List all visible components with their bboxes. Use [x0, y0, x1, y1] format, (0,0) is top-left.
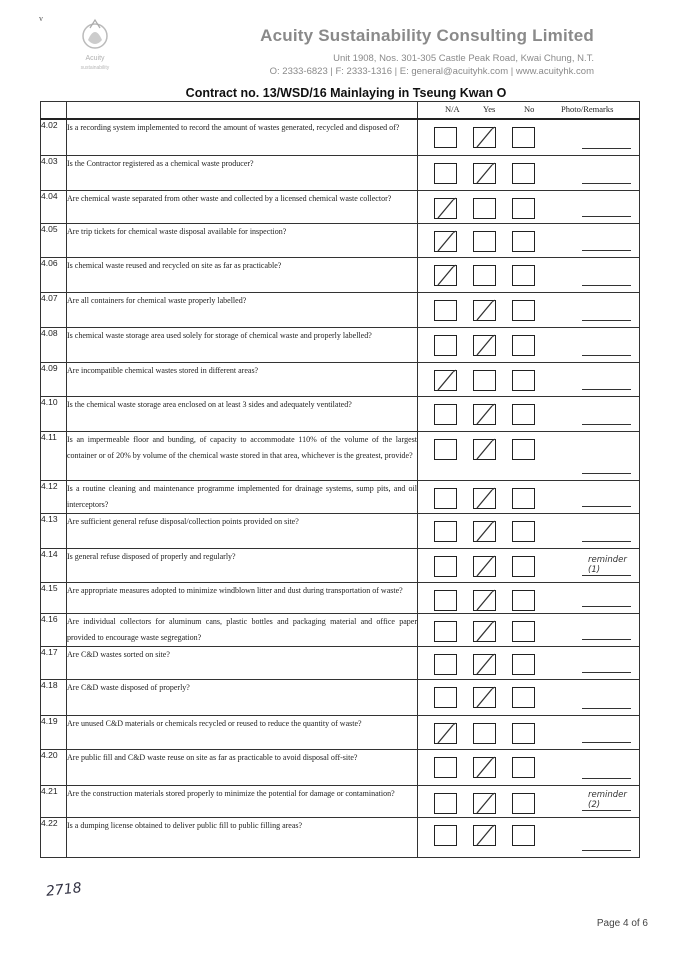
- checkmark-icon: [472, 652, 498, 678]
- table-header-row: [41, 102, 640, 120]
- item-number: 4.11: [41, 431, 67, 480]
- checkbox-no[interactable]: [512, 556, 535, 577]
- checkbox-no[interactable]: [512, 687, 535, 708]
- checkbox-no[interactable]: [512, 621, 535, 642]
- checkbox-yes[interactable]: [473, 521, 496, 542]
- checkbox-na[interactable]: [434, 127, 457, 148]
- answer-cell: [418, 223, 640, 257]
- question-text: Are unused C&D materials or chemicals recycled or reused to reduce the quantity of waste?: [67, 715, 418, 749]
- remarks-line[interactable]: [582, 850, 631, 851]
- checkbox-no[interactable]: [512, 488, 535, 509]
- table-row: [41, 785, 640, 817]
- header-yes: Yes: [483, 104, 496, 114]
- item-number: 4.20: [41, 749, 67, 785]
- item-number: 4.07: [41, 292, 67, 327]
- table-row: [41, 613, 640, 646]
- item-number: 4.18: [41, 679, 67, 715]
- table-row: [41, 548, 640, 582]
- question-text: Are all containers for chemical waste properly labelled?: [67, 292, 418, 327]
- checkbox-yes[interactable]: [473, 687, 496, 708]
- header-number-cell: [41, 102, 67, 120]
- item-number: 4.04: [41, 190, 67, 223]
- checkbox-na[interactable]: [434, 723, 457, 744]
- table-row: [41, 223, 640, 257]
- answer-cell: [418, 292, 640, 327]
- table-row: [41, 292, 640, 327]
- table-row: [41, 817, 640, 857]
- checkbox-na[interactable]: [434, 300, 457, 321]
- table-row: [41, 119, 640, 155]
- question-text: Is the chemical waste storage area enclosed on at least 3 sides and adequately ventilated?: [67, 396, 418, 431]
- remarks-line[interactable]: [582, 389, 631, 390]
- checkmark-icon: [472, 619, 498, 645]
- checkmark-icon: [433, 721, 459, 747]
- answer-cell: [418, 257, 640, 292]
- checkmark-icon: [472, 554, 498, 580]
- checkmark-icon: [433, 229, 459, 255]
- remarks-line[interactable]: [582, 148, 631, 149]
- table-row: [41, 513, 640, 548]
- checkbox-na[interactable]: [434, 556, 457, 577]
- item-number: 4.22: [41, 817, 67, 857]
- question-text: Is chemical waste storage area used solely for storage of chemical waste and properly labelled?: [67, 327, 418, 362]
- remarks-line[interactable]: [582, 424, 631, 425]
- table-row: [41, 715, 640, 749]
- handwritten-note: 2718: [45, 880, 83, 900]
- checkbox-na[interactable]: [434, 757, 457, 778]
- item-number: 4.08: [41, 327, 67, 362]
- checkbox-yes[interactable]: [473, 231, 496, 252]
- checkmark-icon: [472, 486, 498, 512]
- table-row: [41, 327, 640, 362]
- table-row: [41, 362, 640, 396]
- table-row: [41, 190, 640, 223]
- answer-cell: [418, 190, 640, 223]
- answer-cell: [418, 327, 640, 362]
- remarks-line[interactable]: [582, 473, 631, 474]
- checkbox-na[interactable]: [434, 687, 457, 708]
- checkbox-no[interactable]: [512, 793, 535, 814]
- answer-cell: [418, 749, 640, 785]
- remarks-line[interactable]: [582, 606, 631, 607]
- answer-cell: [418, 396, 640, 431]
- checkbox-yes[interactable]: [473, 654, 496, 675]
- checkbox-na[interactable]: [434, 654, 457, 675]
- checkmark-icon: [472, 125, 498, 151]
- remarks-line[interactable]: [582, 250, 631, 251]
- item-number: 4.02: [41, 119, 67, 155]
- question-text: Is a recording system implemented to record the amount of wastes generated, recycled and disposed of?: [67, 119, 418, 155]
- checkmark-icon: [472, 588, 498, 614]
- checkbox-yes[interactable]: [473, 621, 496, 642]
- checkbox-na[interactable]: [434, 404, 457, 425]
- remarks-line[interactable]: [582, 216, 631, 217]
- item-number: 4.05: [41, 223, 67, 257]
- answer-cell: [418, 480, 640, 513]
- checkmark-icon: [472, 298, 498, 324]
- table-row: [41, 396, 640, 431]
- checkbox-no[interactable]: [512, 521, 535, 542]
- answer-cell: [418, 513, 640, 548]
- answer-cell: [418, 785, 640, 817]
- contract-title: Contract no. 13/WSD/16 Mainlaying in Tseung Kwan O: [185, 86, 507, 100]
- answer-cell: [418, 679, 640, 715]
- checkmark-icon: [433, 263, 459, 289]
- checkbox-yes[interactable]: [473, 300, 496, 321]
- corner-mark: v: [39, 14, 43, 23]
- question-text: Is general refuse disposed of properly and regularly?: [67, 548, 418, 582]
- table-row: [41, 582, 640, 613]
- question-text: Are incompatible chemical wastes stored in different areas?: [67, 362, 418, 396]
- remark-text: reminder (1): [588, 554, 627, 575]
- checkbox-na[interactable]: [434, 793, 457, 814]
- remarks-line[interactable]: [582, 183, 631, 184]
- checkbox-na[interactable]: [434, 825, 457, 846]
- checkbox-yes[interactable]: [473, 439, 496, 460]
- logo-subtext: sustainability: [80, 65, 110, 71]
- checkbox-na[interactable]: [434, 370, 457, 391]
- header-na: N/A: [445, 104, 460, 114]
- remarks-line[interactable]: [582, 575, 631, 576]
- company-name: Acuity Sustainability Consulting Limited: [260, 26, 594, 45]
- remarks-line[interactable]: [582, 541, 631, 542]
- checkbox-no[interactable]: [512, 757, 535, 778]
- question-text: Is a dumping license obtained to deliver public fill to public filling areas?: [67, 817, 418, 857]
- item-number: 4.15: [41, 582, 67, 613]
- checkmark-icon: [433, 368, 459, 394]
- header-remarks: Photo/Remarks: [561, 104, 614, 114]
- checkbox-na[interactable]: [434, 335, 457, 356]
- checkbox-no[interactable]: [512, 723, 535, 744]
- checkbox-no[interactable]: [512, 370, 535, 391]
- header-options-cell: [418, 102, 640, 120]
- item-number: 4.19: [41, 715, 67, 749]
- checkmark-icon: [472, 437, 498, 463]
- item-number: 4.12: [41, 480, 67, 513]
- checkbox-na[interactable]: [434, 590, 457, 611]
- checkbox-yes[interactable]: [473, 793, 496, 814]
- question-text: Are sufficient general refuse disposal/collection points provided on site?: [67, 513, 418, 548]
- checkbox-no[interactable]: [512, 335, 535, 356]
- checkbox-yes[interactable]: [473, 370, 496, 391]
- checkbox-yes[interactable]: [473, 265, 496, 286]
- header-no: No: [524, 104, 535, 114]
- answer-cell: [418, 548, 640, 582]
- checkbox-yes[interactable]: [473, 127, 496, 148]
- item-number: 4.16: [41, 613, 67, 646]
- checkbox-na[interactable]: [434, 163, 457, 184]
- remarks-line[interactable]: [582, 285, 631, 286]
- checkbox-na[interactable]: [434, 521, 457, 542]
- table-row: [41, 679, 640, 715]
- checkmark-icon: [472, 161, 498, 187]
- checkbox-na[interactable]: [434, 439, 457, 460]
- table-row: [41, 749, 640, 785]
- checkbox-no[interactable]: [512, 198, 535, 219]
- checkmark-icon: [472, 791, 498, 817]
- item-number: 4.10: [41, 396, 67, 431]
- question-text: Are C&D waste disposed of properly?: [67, 679, 418, 715]
- remarks-line[interactable]: [582, 810, 631, 811]
- page-number: Page 4 of 6: [596, 918, 648, 929]
- remarks-line[interactable]: [582, 778, 631, 779]
- checkbox-no[interactable]: [512, 265, 535, 286]
- checkbox-yes[interactable]: [473, 404, 496, 425]
- checkbox-no[interactable]: [512, 300, 535, 321]
- question-text: Is an impermeable floor and bunding, of capacity to accommodate 110% of the volume of the largest container or of 20% by volume of the chemical waste stored in that area, whichever is the greatest, provide?: [67, 431, 418, 480]
- checkbox-na[interactable]: [434, 488, 457, 509]
- table-row: [41, 646, 640, 679]
- question-text: Is the Contractor registered as a chemical waste producer?: [67, 155, 418, 190]
- logo-text: Acuity: [85, 55, 105, 62]
- checkbox-na[interactable]: [434, 265, 457, 286]
- question-text: Are the construction materials stored properly to minimize the potential for damage or contamination?: [67, 785, 418, 817]
- checkbox-no[interactable]: [512, 654, 535, 675]
- question-text: Are individual collectors for aluminum cans, plastic bottles and packaging material and office paper provided to encourage waste segregation?: [67, 613, 418, 646]
- checkbox-yes[interactable]: [473, 825, 496, 846]
- checkbox-yes[interactable]: [473, 757, 496, 778]
- checkmark-icon: [472, 402, 498, 428]
- header-question-cell: [67, 102, 418, 120]
- checkbox-yes[interactable]: [473, 723, 496, 744]
- checkbox-yes[interactable]: [473, 488, 496, 509]
- checkbox-yes[interactable]: [473, 556, 496, 577]
- answer-cell: [418, 582, 640, 613]
- checkmark-icon: [472, 823, 498, 849]
- checkmark-icon: [433, 196, 459, 222]
- question-text: Are appropriate measures adopted to minimize windblown litter and dust during transportation of waste?: [67, 582, 418, 613]
- checkbox-yes[interactable]: [473, 163, 496, 184]
- question-text: Is a routine cleaning and maintenance programme implemented for drainage systems, sump pits, and oil interceptors?: [67, 480, 418, 513]
- item-number: 4.21: [41, 785, 67, 817]
- item-number: 4.17: [41, 646, 67, 679]
- table-row: [41, 257, 640, 292]
- question-text: Are trip tickets for chemical waste disposal available for inspection?: [67, 223, 418, 257]
- answer-cell: [418, 119, 640, 155]
- checkbox-no[interactable]: [512, 127, 535, 148]
- remarks-line[interactable]: [582, 742, 631, 743]
- table-row: [41, 431, 640, 480]
- remarks-line[interactable]: [582, 355, 631, 356]
- checkmark-icon: [472, 333, 498, 359]
- checkbox-yes[interactable]: [473, 198, 496, 219]
- remarks-line[interactable]: [582, 672, 631, 673]
- remarks-line[interactable]: [582, 708, 631, 709]
- company-contact: O: 2333-6823 | F: 2333-1316 | E: general@acuityhk.com | www.acuityhk.com: [269, 66, 594, 77]
- answer-cell: [418, 646, 640, 679]
- answer-cell: [418, 613, 640, 646]
- checkbox-na[interactable]: [434, 231, 457, 252]
- checkbox-no[interactable]: [512, 825, 535, 846]
- checkbox-yes[interactable]: [473, 590, 496, 611]
- company-address: Unit 1908, Nos. 301-305 Castle Peak Road, Kwai Chung, N.T.: [333, 53, 594, 64]
- checkbox-no[interactable]: [512, 231, 535, 252]
- checkbox-na[interactable]: [434, 621, 457, 642]
- item-number: 4.14: [41, 548, 67, 582]
- item-number: 4.03: [41, 155, 67, 190]
- question-text: Are public fill and C&D waste reuse on site as far as practicable to avoid disposal off-site?: [67, 749, 418, 785]
- answer-cell: [418, 362, 640, 396]
- table-row: [41, 155, 640, 190]
- answer-cell: [418, 715, 640, 749]
- answer-cell: [418, 155, 640, 190]
- checkmark-icon: [472, 519, 498, 545]
- checkbox-yes[interactable]: [473, 335, 496, 356]
- checkmark-icon: [472, 685, 498, 711]
- checkbox-no[interactable]: [512, 439, 535, 460]
- item-number: 4.09: [41, 362, 67, 396]
- question-text: Are C&D wastes sorted on site?: [67, 646, 418, 679]
- checkbox-no[interactable]: [512, 404, 535, 425]
- checkbox-no[interactable]: [512, 163, 535, 184]
- remarks-line[interactable]: [582, 639, 631, 640]
- checkbox-no[interactable]: [512, 590, 535, 611]
- item-number: 4.13: [41, 513, 67, 548]
- question-text: Is chemical waste reused and recycled on site as far as practicable?: [67, 257, 418, 292]
- answer-cell: [418, 817, 640, 857]
- answer-cell: [418, 431, 640, 480]
- remark-text: reminder (2): [588, 789, 627, 810]
- question-text: Are chemical waste separated from other waste and collected by a licensed chemical waste collector?: [67, 190, 418, 223]
- table-row: [41, 480, 640, 513]
- remarks-line[interactable]: [582, 506, 631, 507]
- company-logo: [70, 18, 120, 73]
- remarks-line[interactable]: [582, 320, 631, 321]
- checkmark-icon: [472, 755, 498, 781]
- checklist-table: [40, 101, 640, 858]
- item-number: 4.06: [41, 257, 67, 292]
- checkbox-na[interactable]: [434, 198, 457, 219]
